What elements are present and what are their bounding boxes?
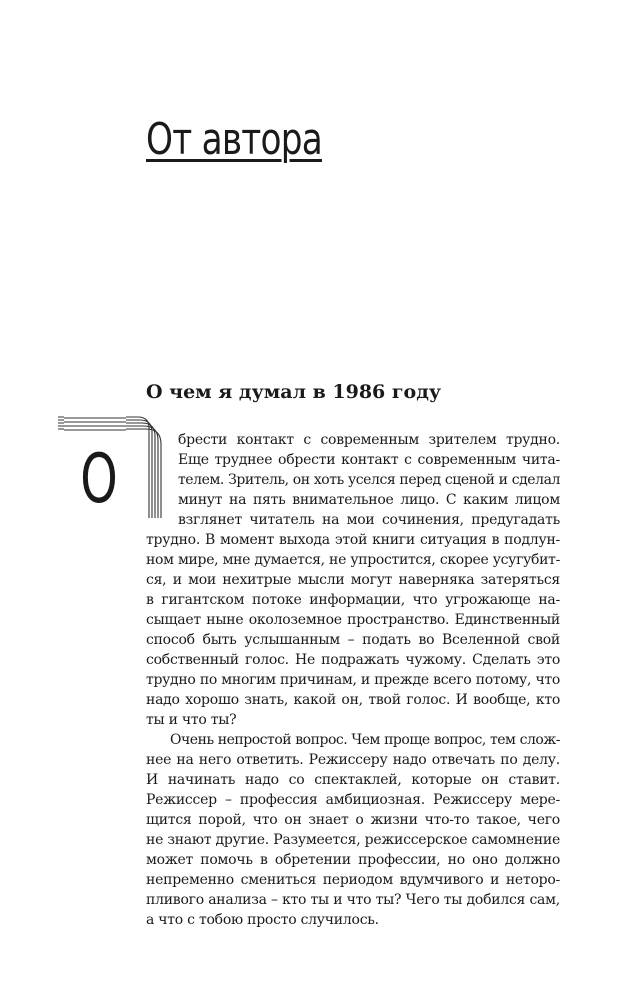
text-line: Режиссер – профессия амбициозная. Режиссеру мере- bbox=[146, 792, 560, 808]
text-line: ты и что ты? bbox=[146, 712, 237, 728]
text-line: И начинать надо со спектаклей, которые он ставит. bbox=[146, 772, 560, 788]
text-line: ном мире, мне думается, не упростится, скорее усугубит- bbox=[146, 552, 560, 568]
text-line: может помочь в обретении профессии, но оно должно bbox=[146, 852, 560, 868]
text-line: надо хорошо знать, какой он, твой голос. И вообще, кто bbox=[146, 692, 560, 708]
text-line: щится порой, что он знает о жизни что-то такое, чего bbox=[146, 812, 560, 828]
text-line: способ быть услышанным – подать во Вселенной свой bbox=[146, 632, 560, 648]
paragraph-2 bbox=[146, 730, 560, 930]
paragraph-1 bbox=[146, 430, 560, 730]
text-line: взглянет читатель на мои сочинения, предугадать bbox=[178, 512, 560, 528]
text-line: пливого анализа – кто ты и что ты? Чего ты добился сам, bbox=[146, 892, 560, 908]
text-line: в гигантском потоке информации, что угрожающе на- bbox=[146, 592, 560, 608]
text-line: минут на пять внимательное лицо. С каким лицом bbox=[178, 492, 560, 508]
text-line: трудно. В момент выхода этой книги ситуация в подлун- bbox=[146, 532, 560, 548]
text-line: брести контакт с современным зрителем трудно. bbox=[178, 432, 560, 448]
body-text bbox=[146, 430, 560, 930]
section-heading: О чем я думал в 1986 году bbox=[146, 381, 442, 403]
text-line: сыщает ныне околоземное пространство. Единственный bbox=[146, 612, 560, 628]
text-line: не знают другие. Разумеется, режиссерское самомнение bbox=[146, 832, 560, 848]
text-line: трудно по многим причинам, и прежде всего потому, что bbox=[146, 672, 560, 688]
chapter-title: От автора bbox=[146, 114, 322, 165]
drop-cap-letter: О bbox=[80, 440, 118, 519]
text-line: а что с тобою просто случилось. bbox=[146, 912, 379, 928]
text-line: ся, и мои нехитрые мысли могут наверняка затеряться bbox=[146, 572, 560, 588]
text-line: телем. Зритель, он хоть уселся перед сценой и сделал bbox=[178, 472, 560, 488]
text-line: собственный голос. Не подражать чужому. Сделать это bbox=[146, 652, 560, 668]
text-line: нее на него ответить. Режиссеру надо отвечать по делу. bbox=[146, 752, 560, 768]
text-line: непременно смениться периодом вдумчивого и неторо- bbox=[146, 872, 560, 888]
text-line: Еще труднее обрести контакт с современным чита- bbox=[178, 452, 560, 468]
text-line: Очень непростой вопрос. Чем проще вопрос, тем слож- bbox=[170, 732, 560, 748]
